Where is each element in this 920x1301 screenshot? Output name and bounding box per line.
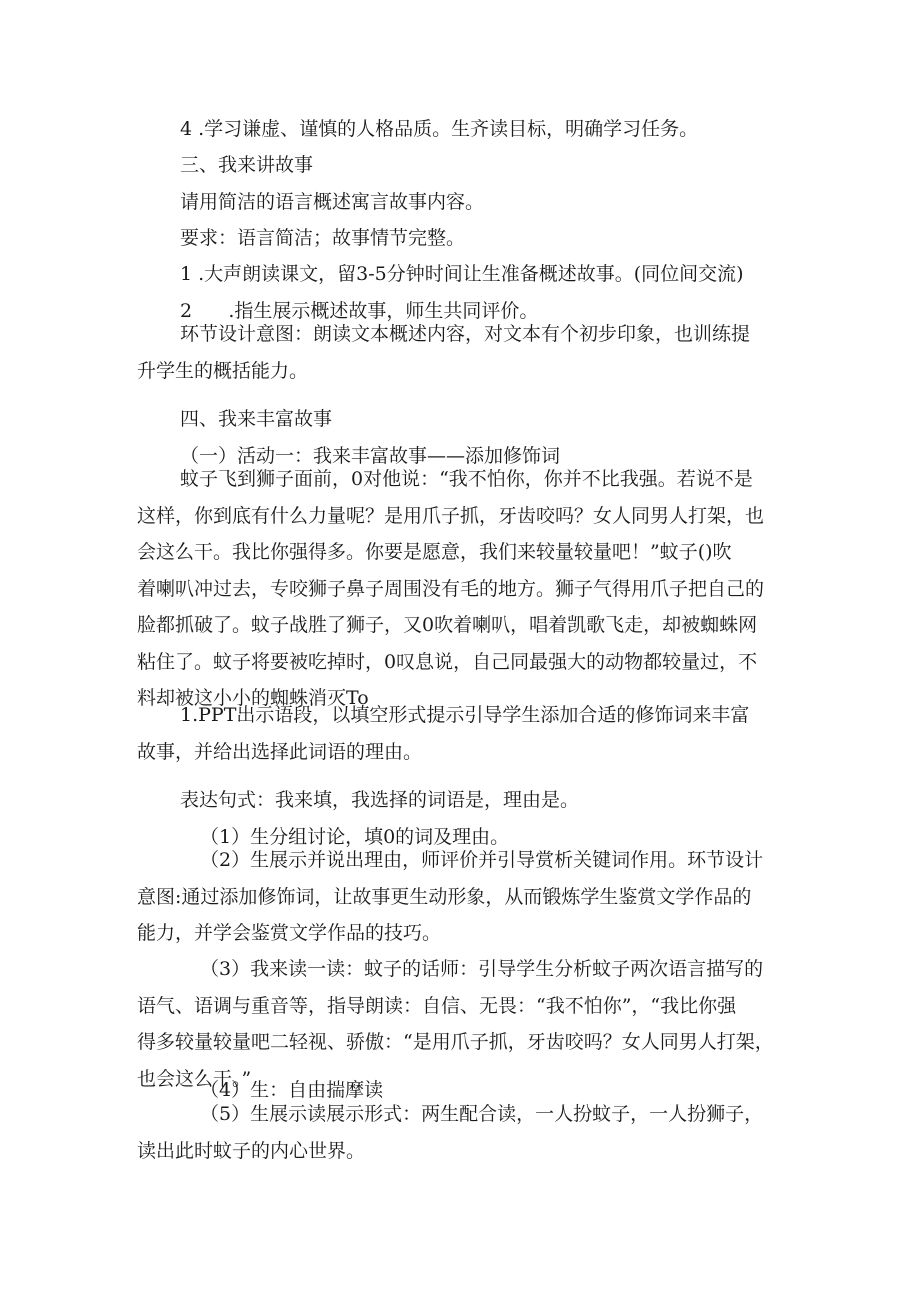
text-line: 意图:通过添加修饰词，让故事更生动形象，从而锻炼学生鉴赏文学作品的: [137, 885, 752, 908]
paragraph-sub-3: [0, 951, 774, 1097]
paragraph-fable-text: [0, 461, 764, 717]
paragraph-instruction: 请用简洁的语言概述寓言故事内容。: [180, 191, 485, 213]
text-line: 脸都抓破了。蚊子战胜了狮子，又0吹着喇叭，唱着凯歌飞走，却被蜘蛛网: [137, 614, 758, 636]
text-line: 能力，并学会鉴赏文学作品的技巧。: [137, 922, 442, 944]
text-line: 着喇叭冲过去，专咬狮子鼻子周围没有毛的地方。狮子气得用爪子把自己的: [137, 577, 765, 600]
text-line: （2）生展示并说出理由，师评价并引导赏析关键词作用。环节设计: [200, 849, 764, 871]
text-line: 环节设计意图：朗读文本概述内容，对文本有个初步印象，也训练提: [180, 323, 751, 345]
text-line: 会这么干。我比你强得多。你要是愿意，我们来较量较量吧！”蚊子()吹: [137, 541, 732, 563]
paragraph-step-1: 1 .大声朗读课文，留3-5分钟时间让生准备概述故事。(同位间交流): [180, 263, 744, 285]
paragraph-goal-4: 4 .学习谦虚、谨慎的人格品质。生齐读目标，明确学习任务。: [180, 118, 699, 140]
paragraph-sentence-pattern: 表达句式：我来填，我选择的词语是，理由是。: [180, 789, 580, 811]
text-line: 读出此时蚊子的内心世界。: [137, 1139, 366, 1162]
heading-section-3: 三、我来讲故事: [180, 154, 314, 176]
text-line: 语气、语调与重音等，指导朗读：自信、无畏：“我不怕你”，“我比你强: [137, 994, 737, 1017]
paragraph-step-2: 2 .指生展示概述故事，师生共同评价。: [180, 300, 539, 322]
text-line: 故事，并给出选择此词语的理由。: [137, 740, 423, 763]
text-line: 升学生的概括能力。: [137, 359, 309, 382]
paragraph-design-intent-1: [0, 316, 750, 389]
paragraph-ppt-step: [0, 697, 749, 770]
paragraph-requirement: 要求：语言简洁；故事情节完整。: [180, 227, 466, 249]
text-line: 也会这么干。”: [137, 1067, 252, 1090]
text-line: （5）生展示读展示形式：两生配合读，一人扮蚊子，一人扮狮子，: [200, 1103, 764, 1125]
paragraph-sub-1: （1）生分组讨论，填0的词及理由。: [200, 826, 510, 848]
text-line: 这样，你到底有什么力量呢？是用爪子抓，牙齿咬吗？女人同男人打架，也: [137, 504, 765, 527]
paragraph-sub-4: （4）生：自由揣摩读: [200, 1079, 384, 1101]
text-line: 料却被这小小的蜘蛛消灭To: [137, 687, 369, 709]
heading-activity-1: （一）活动一：我来丰富故事——添加修饰词: [180, 445, 561, 467]
text-line: 蚊子飞到狮子面前，0对他说：“我不怕你，你并不比我强。若说不是: [180, 468, 753, 490]
paragraph-sub-5: [0, 1096, 763, 1169]
text-line: 粘住了。蚊子将要被吃掉时，0叹息说，自己同最强大的动物都较量过，不: [137, 650, 758, 673]
text-line: 得多较量较量吧二轻视、骄傲：“是用爪子抓，牙齿咬吗？女人同男人打架，: [137, 1031, 774, 1053]
text-line: 1.PPT出示语段，以填空形式提示引导学生添加合适的修饰词来丰富: [180, 704, 750, 726]
paragraph-sub-2: [0, 842, 763, 952]
heading-section-4: 四、我来丰富故事: [180, 408, 333, 430]
text-line: （3）我来读一读：蚊子的话师：引导学生分析蚊子两次语言描写的: [200, 958, 764, 980]
